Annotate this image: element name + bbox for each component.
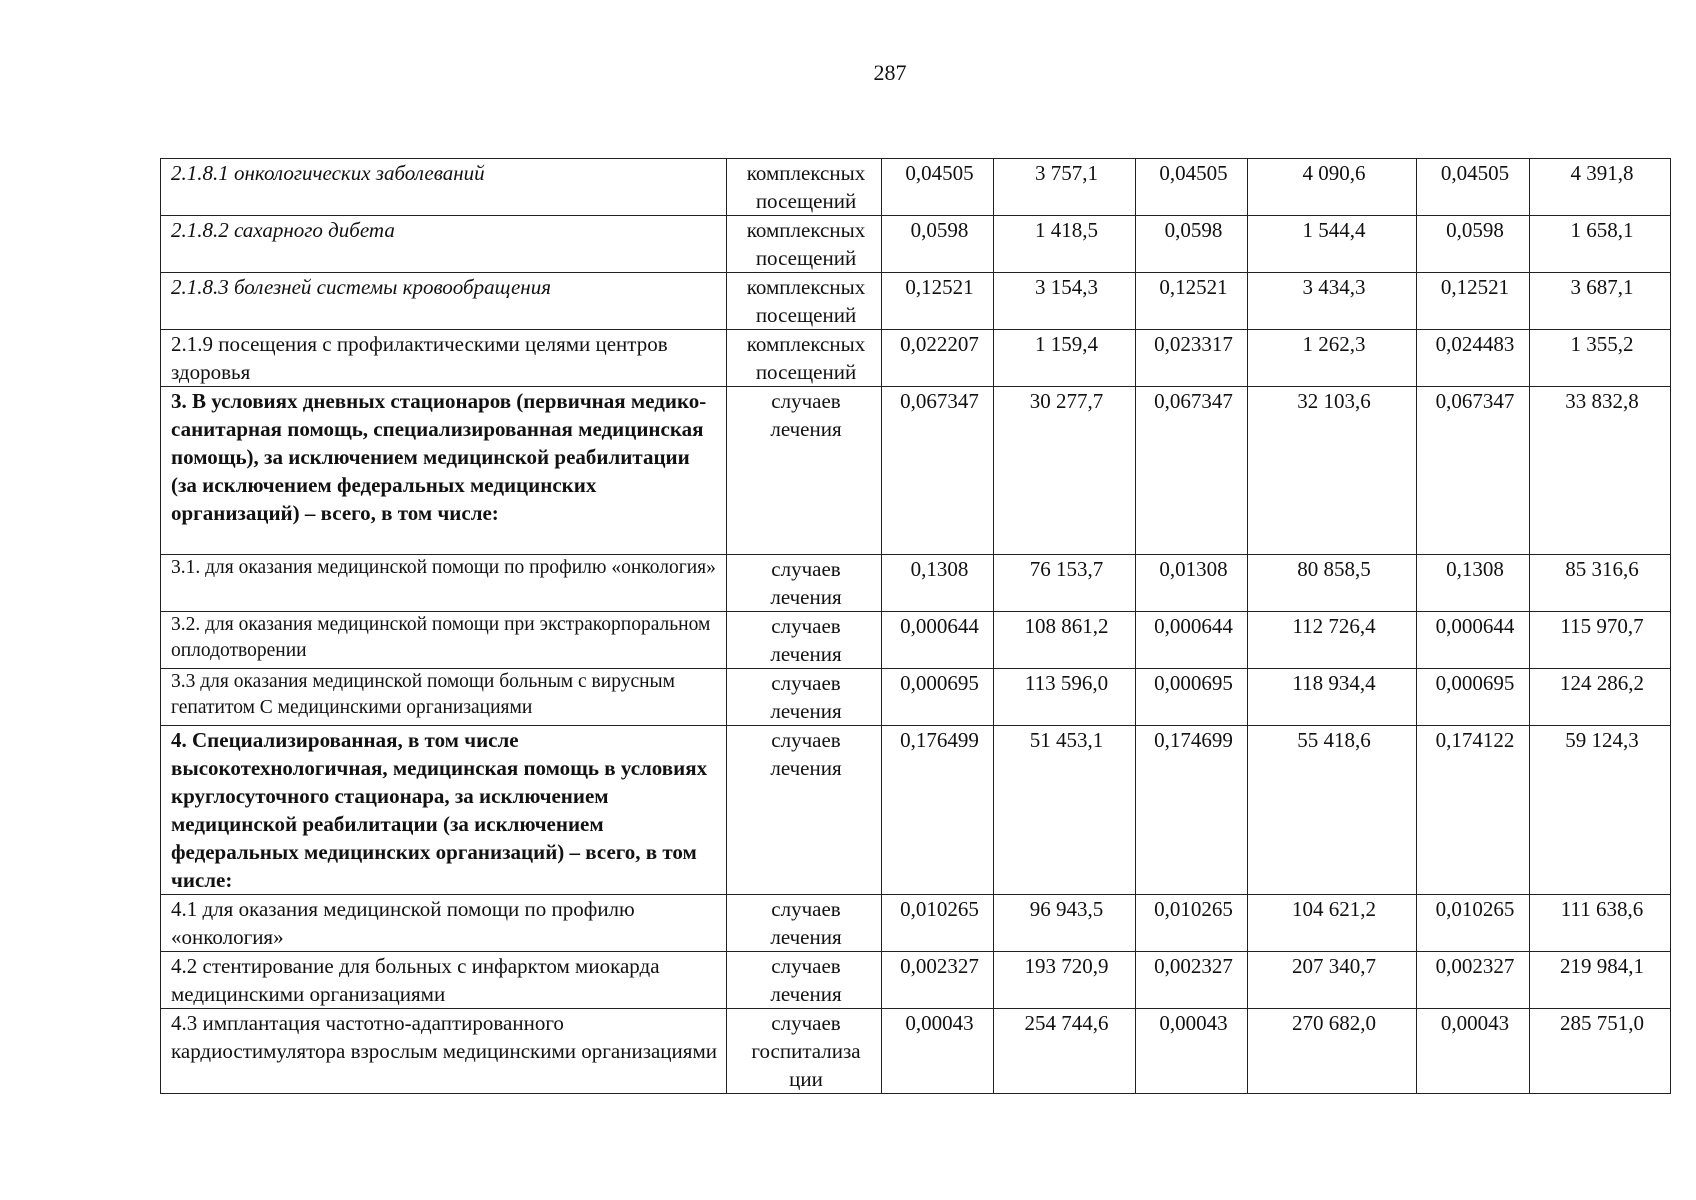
cost-norm-cell: 55 418,6 [1248, 726, 1417, 895]
cost-norm-cell: 108 861,2 [994, 612, 1136, 669]
volume-norm-cell: 0,12521 [882, 273, 994, 330]
row-name: 2.1.8.2 сахарного дибета [161, 216, 727, 273]
volume-norm-cell: 0,0598 [1417, 216, 1530, 273]
page-number: 287 [873, 60, 907, 85]
row-unit: комплексных посещений [727, 216, 882, 273]
cost-norm-cell: 3 687,1 [1530, 273, 1671, 330]
volume-norm-cell: 0,002327 [1136, 952, 1248, 1009]
volume-norm-cell: 0,1308 [1417, 555, 1530, 612]
volume-norm-cell: 0,174699 [1136, 726, 1248, 895]
row-unit: случаев лечения [727, 669, 882, 726]
volume-norm-cell: 0,04505 [1136, 159, 1248, 216]
cost-norm-cell: 32 103,6 [1248, 387, 1417, 555]
volume-norm-cell: 0,002327 [1417, 952, 1530, 1009]
volume-norm-cell: 0,00043 [1136, 1009, 1248, 1094]
volume-norm-cell: 0,000644 [1136, 612, 1248, 669]
cost-norm-cell: 96 943,5 [994, 895, 1136, 952]
row-unit: случаев лечения [727, 952, 882, 1009]
volume-norm-cell: 0,000695 [1136, 669, 1248, 726]
cost-norm-cell: 104 621,2 [1248, 895, 1417, 952]
cost-norm-cell: 124 286,2 [1530, 669, 1671, 726]
cost-norm-cell: 3 434,3 [1248, 273, 1417, 330]
cost-norm-cell: 3 154,3 [994, 273, 1136, 330]
table-row [161, 330, 1671, 387]
table-row [161, 159, 1671, 216]
cost-norm-cell: 4 090,6 [1248, 159, 1417, 216]
cost-norm-cell: 118 934,4 [1248, 669, 1417, 726]
table-row [161, 273, 1671, 330]
row-name: 4.3 имплантация частотно-адаптированного кардиостимулятора взрослым медицинскими организациями [161, 1009, 727, 1094]
cost-norm-cell: 1 658,1 [1530, 216, 1671, 273]
row-name: 4.2 стентирование для больных с инфарктом миокарда медицинскими организациями [161, 952, 727, 1009]
volume-norm-cell: 0,023317 [1136, 330, 1248, 387]
row-name: 3.1. для оказания медицинской помощи по профилю «онкология» [161, 555, 727, 612]
volume-norm-cell: 0,0598 [1136, 216, 1248, 273]
cost-norm-cell: 51 453,1 [994, 726, 1136, 895]
volume-norm-cell: 0,010265 [882, 895, 994, 952]
row-unit: комплексных посещений [727, 330, 882, 387]
cost-norm-cell: 113 596,0 [994, 669, 1136, 726]
table-body [161, 159, 1671, 1094]
row-name: 3.3 для оказания медицинской помощи больным с вирусным гепатитом С медицинскими организациями [161, 669, 727, 726]
volume-norm-cell: 0,04505 [1417, 159, 1530, 216]
cost-norm-cell: 1 355,2 [1530, 330, 1671, 387]
cost-norm-cell: 270 682,0 [1248, 1009, 1417, 1094]
cost-norm-cell: 207 340,7 [1248, 952, 1417, 1009]
table-row [161, 952, 1671, 1009]
cost-norm-cell: 254 744,6 [994, 1009, 1136, 1094]
volume-norm-cell: 0,010265 [1136, 895, 1248, 952]
volume-cost-table [160, 158, 1671, 1094]
volume-norm-cell: 0,174122 [1417, 726, 1530, 895]
table-row [161, 669, 1671, 726]
table-row [161, 612, 1671, 669]
cost-norm-cell: 1 418,5 [994, 216, 1136, 273]
volume-norm-cell: 0,000644 [1417, 612, 1530, 669]
cost-norm-cell: 80 858,5 [1248, 555, 1417, 612]
cost-norm-cell: 1 159,4 [994, 330, 1136, 387]
cost-norm-cell: 1 262,3 [1248, 330, 1417, 387]
cost-norm-cell: 85 316,6 [1530, 555, 1671, 612]
volume-norm-cell: 0,04505 [882, 159, 994, 216]
volume-norm-cell: 0,067347 [1136, 387, 1248, 555]
row-name: 3.2. для оказания медицинской помощи при экстракорпоральном оплодотворении [161, 612, 727, 669]
row-unit: случаев лечения [727, 555, 882, 612]
row-name: 4. Специализированная, в том числе высокотехнологичная, медицинская помощь в условиях круглосуточного стационара, за исключением медицинской реабилитации (за исключением федеральных медицинских организаций) – всего, в том числе: [161, 726, 727, 895]
table-row [161, 387, 1671, 555]
row-unit: случаев лечения [727, 387, 882, 555]
table-row [161, 726, 1671, 895]
volume-norm-cell: 0,024483 [1417, 330, 1530, 387]
cost-norm-cell: 111 638,6 [1530, 895, 1671, 952]
volume-norm-cell: 0,1308 [882, 555, 994, 612]
cost-norm-cell: 112 726,4 [1248, 612, 1417, 669]
volume-norm-cell: 0,022207 [882, 330, 994, 387]
table-row [161, 555, 1671, 612]
row-name: 2.1.8.3 болезней системы кровообращения [161, 273, 727, 330]
cost-norm-cell: 76 153,7 [994, 555, 1136, 612]
row-name: 2.1.8.1 онкологических заболеваний [161, 159, 727, 216]
row-unit: случаев лечения [727, 895, 882, 952]
volume-norm-cell: 0,0598 [882, 216, 994, 273]
row-unit: случаев госпитализа ции [727, 1009, 882, 1094]
volume-norm-cell: 0,000695 [1417, 669, 1530, 726]
cost-norm-cell: 219 984,1 [1530, 952, 1671, 1009]
row-unit: комплексных посещений [727, 159, 882, 216]
table-row [161, 1009, 1671, 1094]
row-name: 2.1.9 посещения с профилактическими целями центров здоровья [161, 330, 727, 387]
row-unit: комплексных посещений [727, 273, 882, 330]
table-row [161, 895, 1671, 952]
volume-norm-cell: 0,12521 [1136, 273, 1248, 330]
volume-norm-cell: 0,067347 [1417, 387, 1530, 555]
volume-norm-cell: 0,002327 [882, 952, 994, 1009]
volume-norm-cell: 0,01308 [1136, 555, 1248, 612]
row-name: 3. В условиях дневных стационаров (первичная медико- санитарная помощь, специализированная медицинская помощь), за исключением медицинской реабилитации (за исключением федеральных медицинских организаций) – всего, в том числе: [161, 387, 727, 555]
cost-norm-cell: 33 832,8 [1530, 387, 1671, 555]
row-unit: случаев лечения [727, 726, 882, 895]
cost-norm-cell: 59 124,3 [1530, 726, 1671, 895]
volume-norm-cell: 0,176499 [882, 726, 994, 895]
volume-norm-cell: 0,12521 [1417, 273, 1530, 330]
volume-norm-cell: 0,000695 [882, 669, 994, 726]
cost-norm-cell: 193 720,9 [994, 952, 1136, 1009]
row-name: 4.1 для оказания медицинской помощи по профилю «онкология» [161, 895, 727, 952]
table-row [161, 216, 1671, 273]
volume-norm-cell: 0,010265 [1417, 895, 1530, 952]
volume-norm-cell: 0,067347 [882, 387, 994, 555]
volume-norm-cell: 0,000644 [882, 612, 994, 669]
volume-norm-cell: 0,00043 [882, 1009, 994, 1094]
row-unit: случаев лечения [727, 612, 882, 669]
cost-norm-cell: 3 757,1 [994, 159, 1136, 216]
volume-norm-cell: 0,00043 [1417, 1009, 1530, 1094]
cost-norm-cell: 30 277,7 [994, 387, 1136, 555]
cost-norm-cell: 115 970,7 [1530, 612, 1671, 669]
cost-norm-cell: 4 391,8 [1530, 159, 1671, 216]
cost-norm-cell: 1 544,4 [1248, 216, 1417, 273]
cost-norm-cell: 285 751,0 [1530, 1009, 1671, 1094]
